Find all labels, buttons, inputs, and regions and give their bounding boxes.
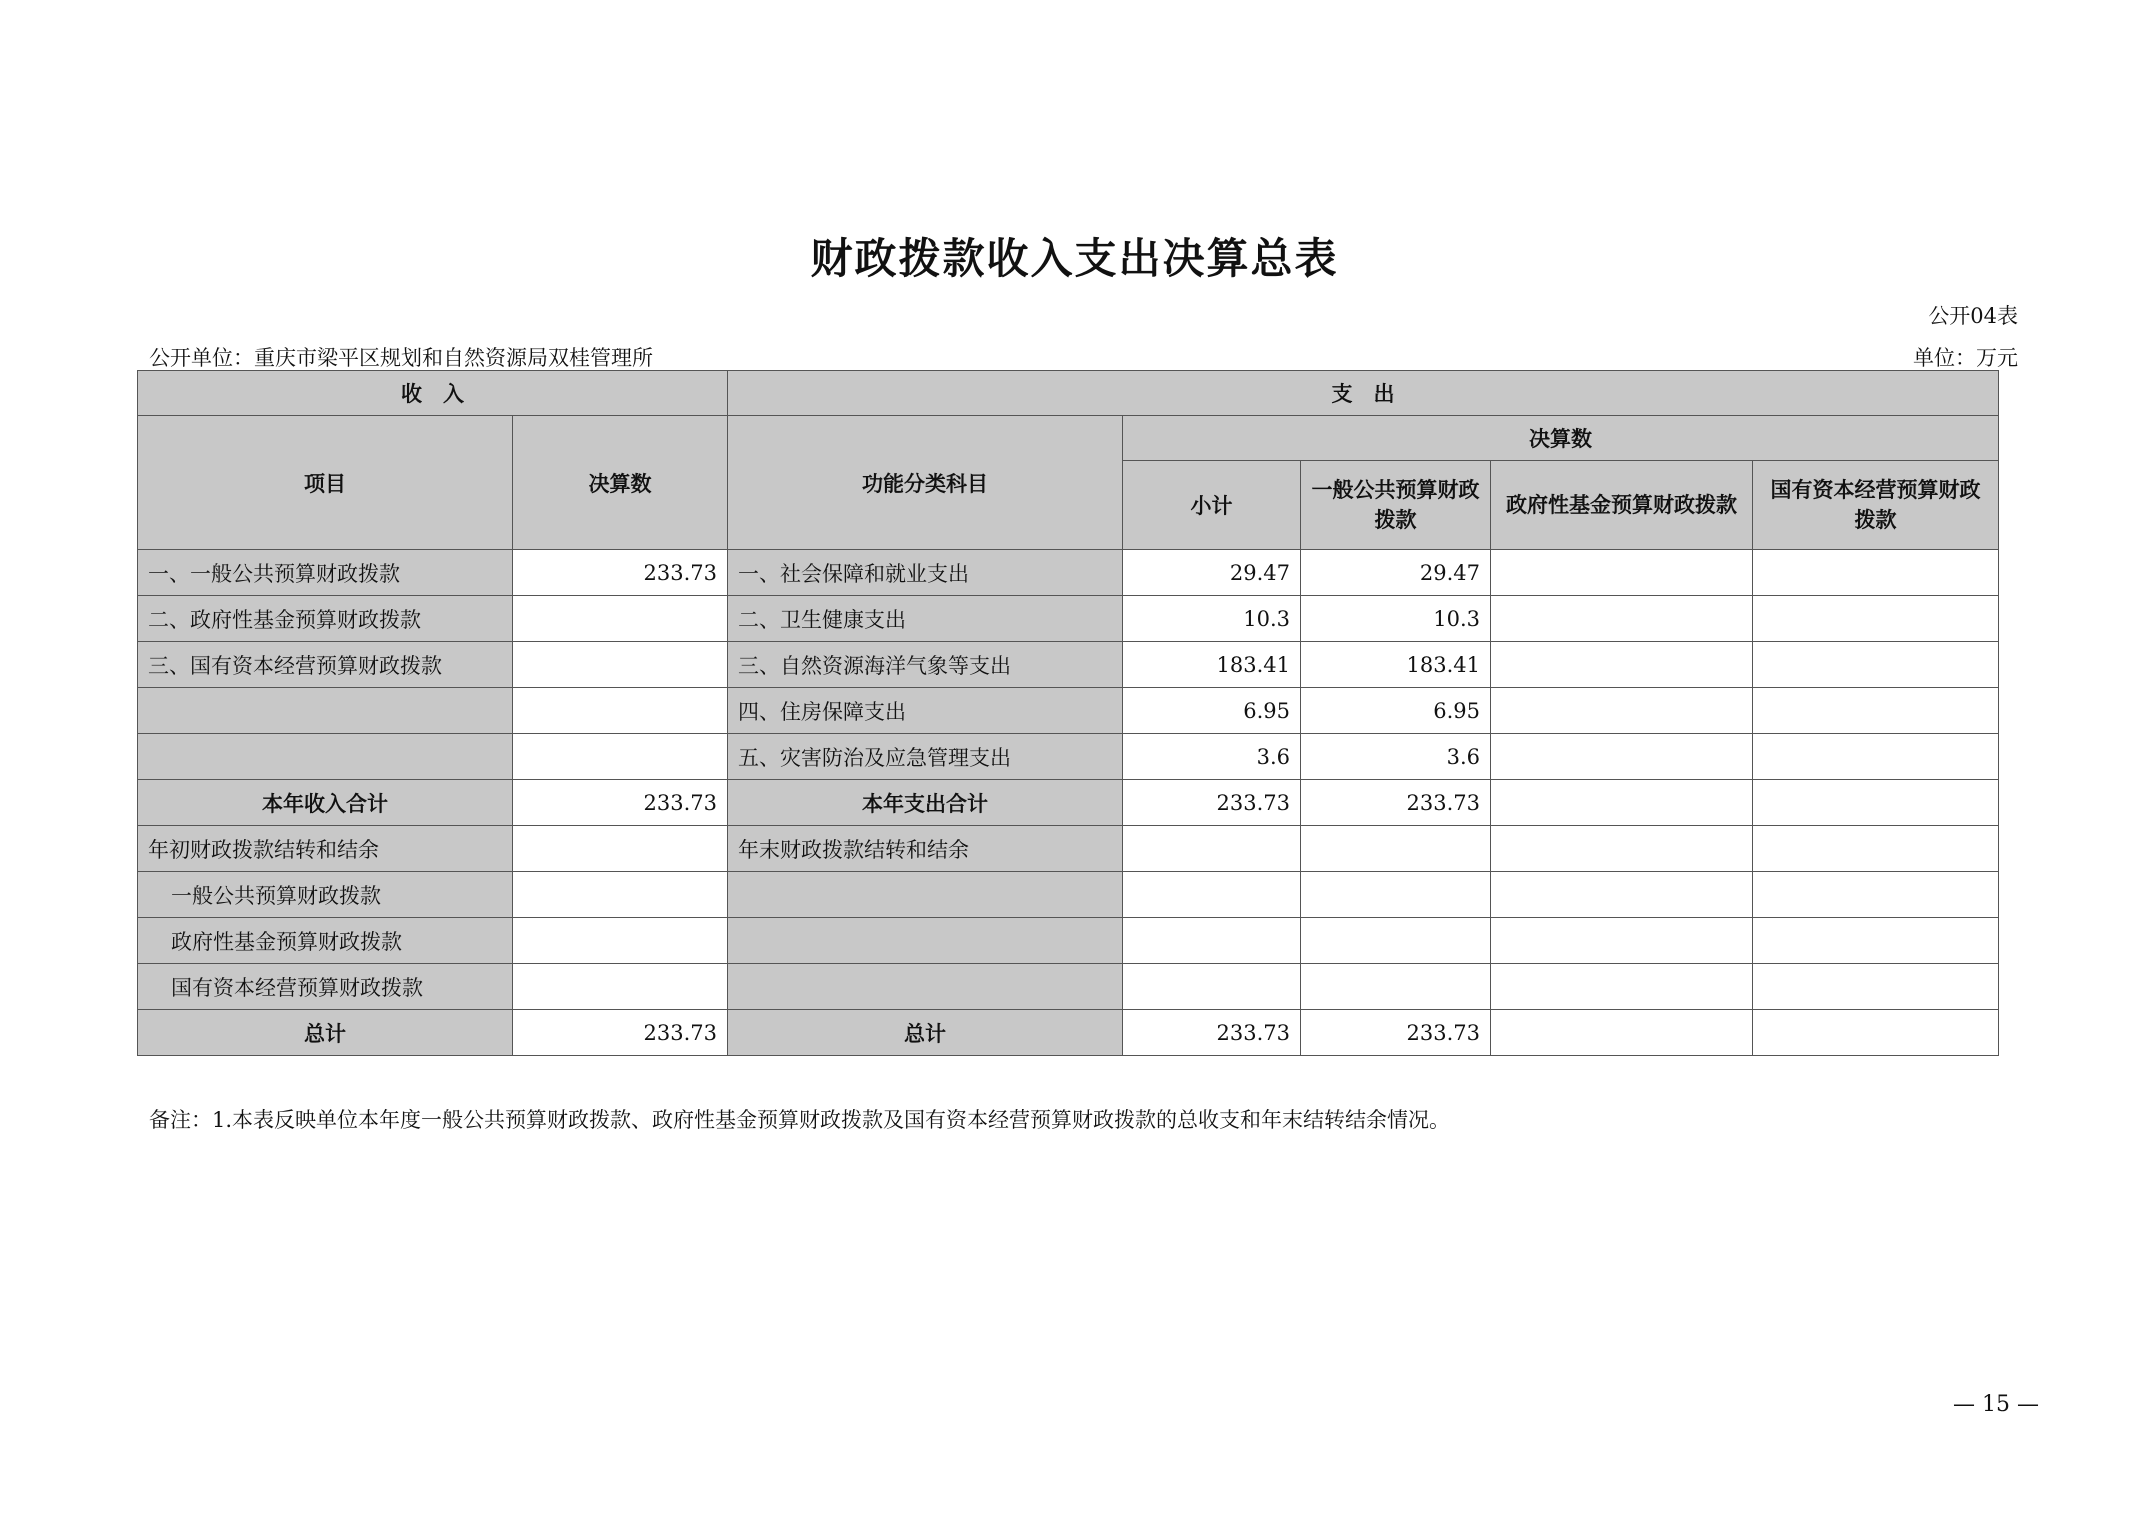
expense-general	[1301, 872, 1491, 918]
expense-subtotal: 3.6	[1123, 734, 1301, 780]
currency-unit: 单位：万元	[1913, 346, 2018, 370]
expense-subtotal: 233.73	[1123, 780, 1301, 826]
expense-item	[728, 872, 1123, 918]
expense-subtotal: 29.47	[1123, 550, 1301, 596]
income-item	[138, 734, 513, 780]
table-row	[138, 826, 1999, 872]
expense-gov-fund	[1491, 596, 1753, 642]
budget-summary-table	[137, 370, 1999, 1056]
expense-state-capital	[1753, 550, 1999, 596]
header-row-2	[138, 416, 1999, 461]
expense-gov-fund	[1491, 780, 1753, 826]
income-item: 总计	[138, 1010, 513, 1056]
expense-general: 3.6	[1301, 734, 1491, 780]
expense-general	[1301, 826, 1491, 872]
page-title: 财政拨款收入支出决算总表	[810, 234, 1339, 283]
table-row	[138, 918, 1999, 964]
header-func-category: 功能分类科目	[728, 416, 1123, 550]
income-item: 年初财政拨款结转和结余	[138, 826, 513, 872]
header-state-capital: 国有资本经营预算财政拨款	[1753, 461, 1999, 550]
expense-gov-fund	[1491, 964, 1753, 1010]
table-row-total	[138, 1010, 1999, 1056]
expense-item: 五、灾害防治及应急管理支出	[728, 734, 1123, 780]
table-row	[138, 596, 1999, 642]
expense-general: 233.73	[1301, 780, 1491, 826]
income-item: 二、政府性基金预算财政拨款	[138, 596, 513, 642]
income-amount: 233.73	[513, 1010, 728, 1056]
expense-gov-fund	[1491, 688, 1753, 734]
expense-gov-fund	[1491, 642, 1753, 688]
header-item: 项目	[138, 416, 513, 550]
income-amount: 233.73	[513, 780, 728, 826]
income-item: 一般公共预算财政拨款	[138, 872, 513, 918]
table-row	[138, 734, 1999, 780]
expense-subtotal	[1123, 826, 1301, 872]
income-amount: 233.73	[513, 550, 728, 596]
header-gov-fund: 政府性基金预算财政拨款	[1491, 461, 1753, 550]
expense-item: 三、自然资源海洋气象等支出	[728, 642, 1123, 688]
expense-subtotal	[1123, 918, 1301, 964]
table-row	[138, 550, 1999, 596]
reporting-unit: 公开单位：重庆市梁平区规划和自然资源局双桂管理所	[149, 346, 653, 370]
expense-state-capital	[1753, 918, 1999, 964]
table-row	[138, 872, 1999, 918]
expense-general	[1301, 918, 1491, 964]
page-number: — 15 —	[1953, 1392, 2039, 1417]
expense-state-capital	[1753, 780, 1999, 826]
table-row	[138, 688, 1999, 734]
expense-subtotal: 6.95	[1123, 688, 1301, 734]
expense-general: 233.73	[1301, 1010, 1491, 1056]
income-amount	[513, 688, 728, 734]
expense-state-capital	[1753, 734, 1999, 780]
expense-general: 29.47	[1301, 550, 1491, 596]
expense-gov-fund	[1491, 918, 1753, 964]
income-item: 一、一般公共预算财政拨款	[138, 550, 513, 596]
expense-subtotal	[1123, 964, 1301, 1010]
header-general: 一般公共预算财政拨款	[1301, 461, 1491, 550]
table-row-subtotal	[138, 780, 1999, 826]
header-expense: 支 出	[728, 371, 1999, 416]
expense-state-capital	[1753, 596, 1999, 642]
header-amount: 决算数	[513, 416, 728, 550]
expense-subtotal	[1123, 872, 1301, 918]
expense-gov-fund	[1491, 872, 1753, 918]
expense-item: 二、卫生健康支出	[728, 596, 1123, 642]
expense-state-capital	[1753, 826, 1999, 872]
expense-state-capital	[1753, 642, 1999, 688]
expense-gov-fund	[1491, 734, 1753, 780]
expense-general	[1301, 964, 1491, 1010]
header-final-amount: 决算数	[1123, 416, 1999, 461]
header-row-1	[138, 371, 1999, 416]
expense-item: 一、社会保障和就业支出	[728, 550, 1123, 596]
income-item: 三、国有资本经营预算财政拨款	[138, 642, 513, 688]
table-row	[138, 964, 1999, 1010]
expense-general: 10.3	[1301, 596, 1491, 642]
expense-subtotal: 183.41	[1123, 642, 1301, 688]
expense-item: 总计	[728, 1010, 1123, 1056]
income-item	[138, 688, 513, 734]
income-amount	[513, 872, 728, 918]
expense-state-capital	[1753, 688, 1999, 734]
expense-gov-fund	[1491, 1010, 1753, 1056]
header-subtotal: 小计	[1123, 461, 1301, 550]
income-amount	[513, 734, 728, 780]
header-income: 收 入	[138, 371, 728, 416]
expense-item: 四、住房保障支出	[728, 688, 1123, 734]
footnote: 备注：1.本表反映单位本年度一般公共预算财政拨款、政府性基金预算财政拨款及国有资本经营预算财政拨款的总收支和年末结转结余情况。	[149, 1108, 1451, 1132]
income-amount	[513, 918, 728, 964]
expense-state-capital	[1753, 1010, 1999, 1056]
expense-state-capital	[1753, 964, 1999, 1010]
expense-subtotal: 10.3	[1123, 596, 1301, 642]
expense-state-capital	[1753, 872, 1999, 918]
form-number: 公开04表	[1928, 304, 2018, 328]
income-item: 本年收入合计	[138, 780, 513, 826]
income-amount	[513, 964, 728, 1010]
income-amount	[513, 596, 728, 642]
income-amount	[513, 826, 728, 872]
table-row	[138, 642, 1999, 688]
expense-gov-fund	[1491, 826, 1753, 872]
expense-item	[728, 918, 1123, 964]
expense-item	[728, 964, 1123, 1010]
income-amount	[513, 642, 728, 688]
expense-item: 年末财政拨款结转和结余	[728, 826, 1123, 872]
expense-general: 6.95	[1301, 688, 1491, 734]
income-item: 国有资本经营预算财政拨款	[138, 964, 513, 1010]
expense-general: 183.41	[1301, 642, 1491, 688]
income-item: 政府性基金预算财政拨款	[138, 918, 513, 964]
expense-item: 本年支出合计	[728, 780, 1123, 826]
expense-gov-fund	[1491, 550, 1753, 596]
expense-subtotal: 233.73	[1123, 1010, 1301, 1056]
